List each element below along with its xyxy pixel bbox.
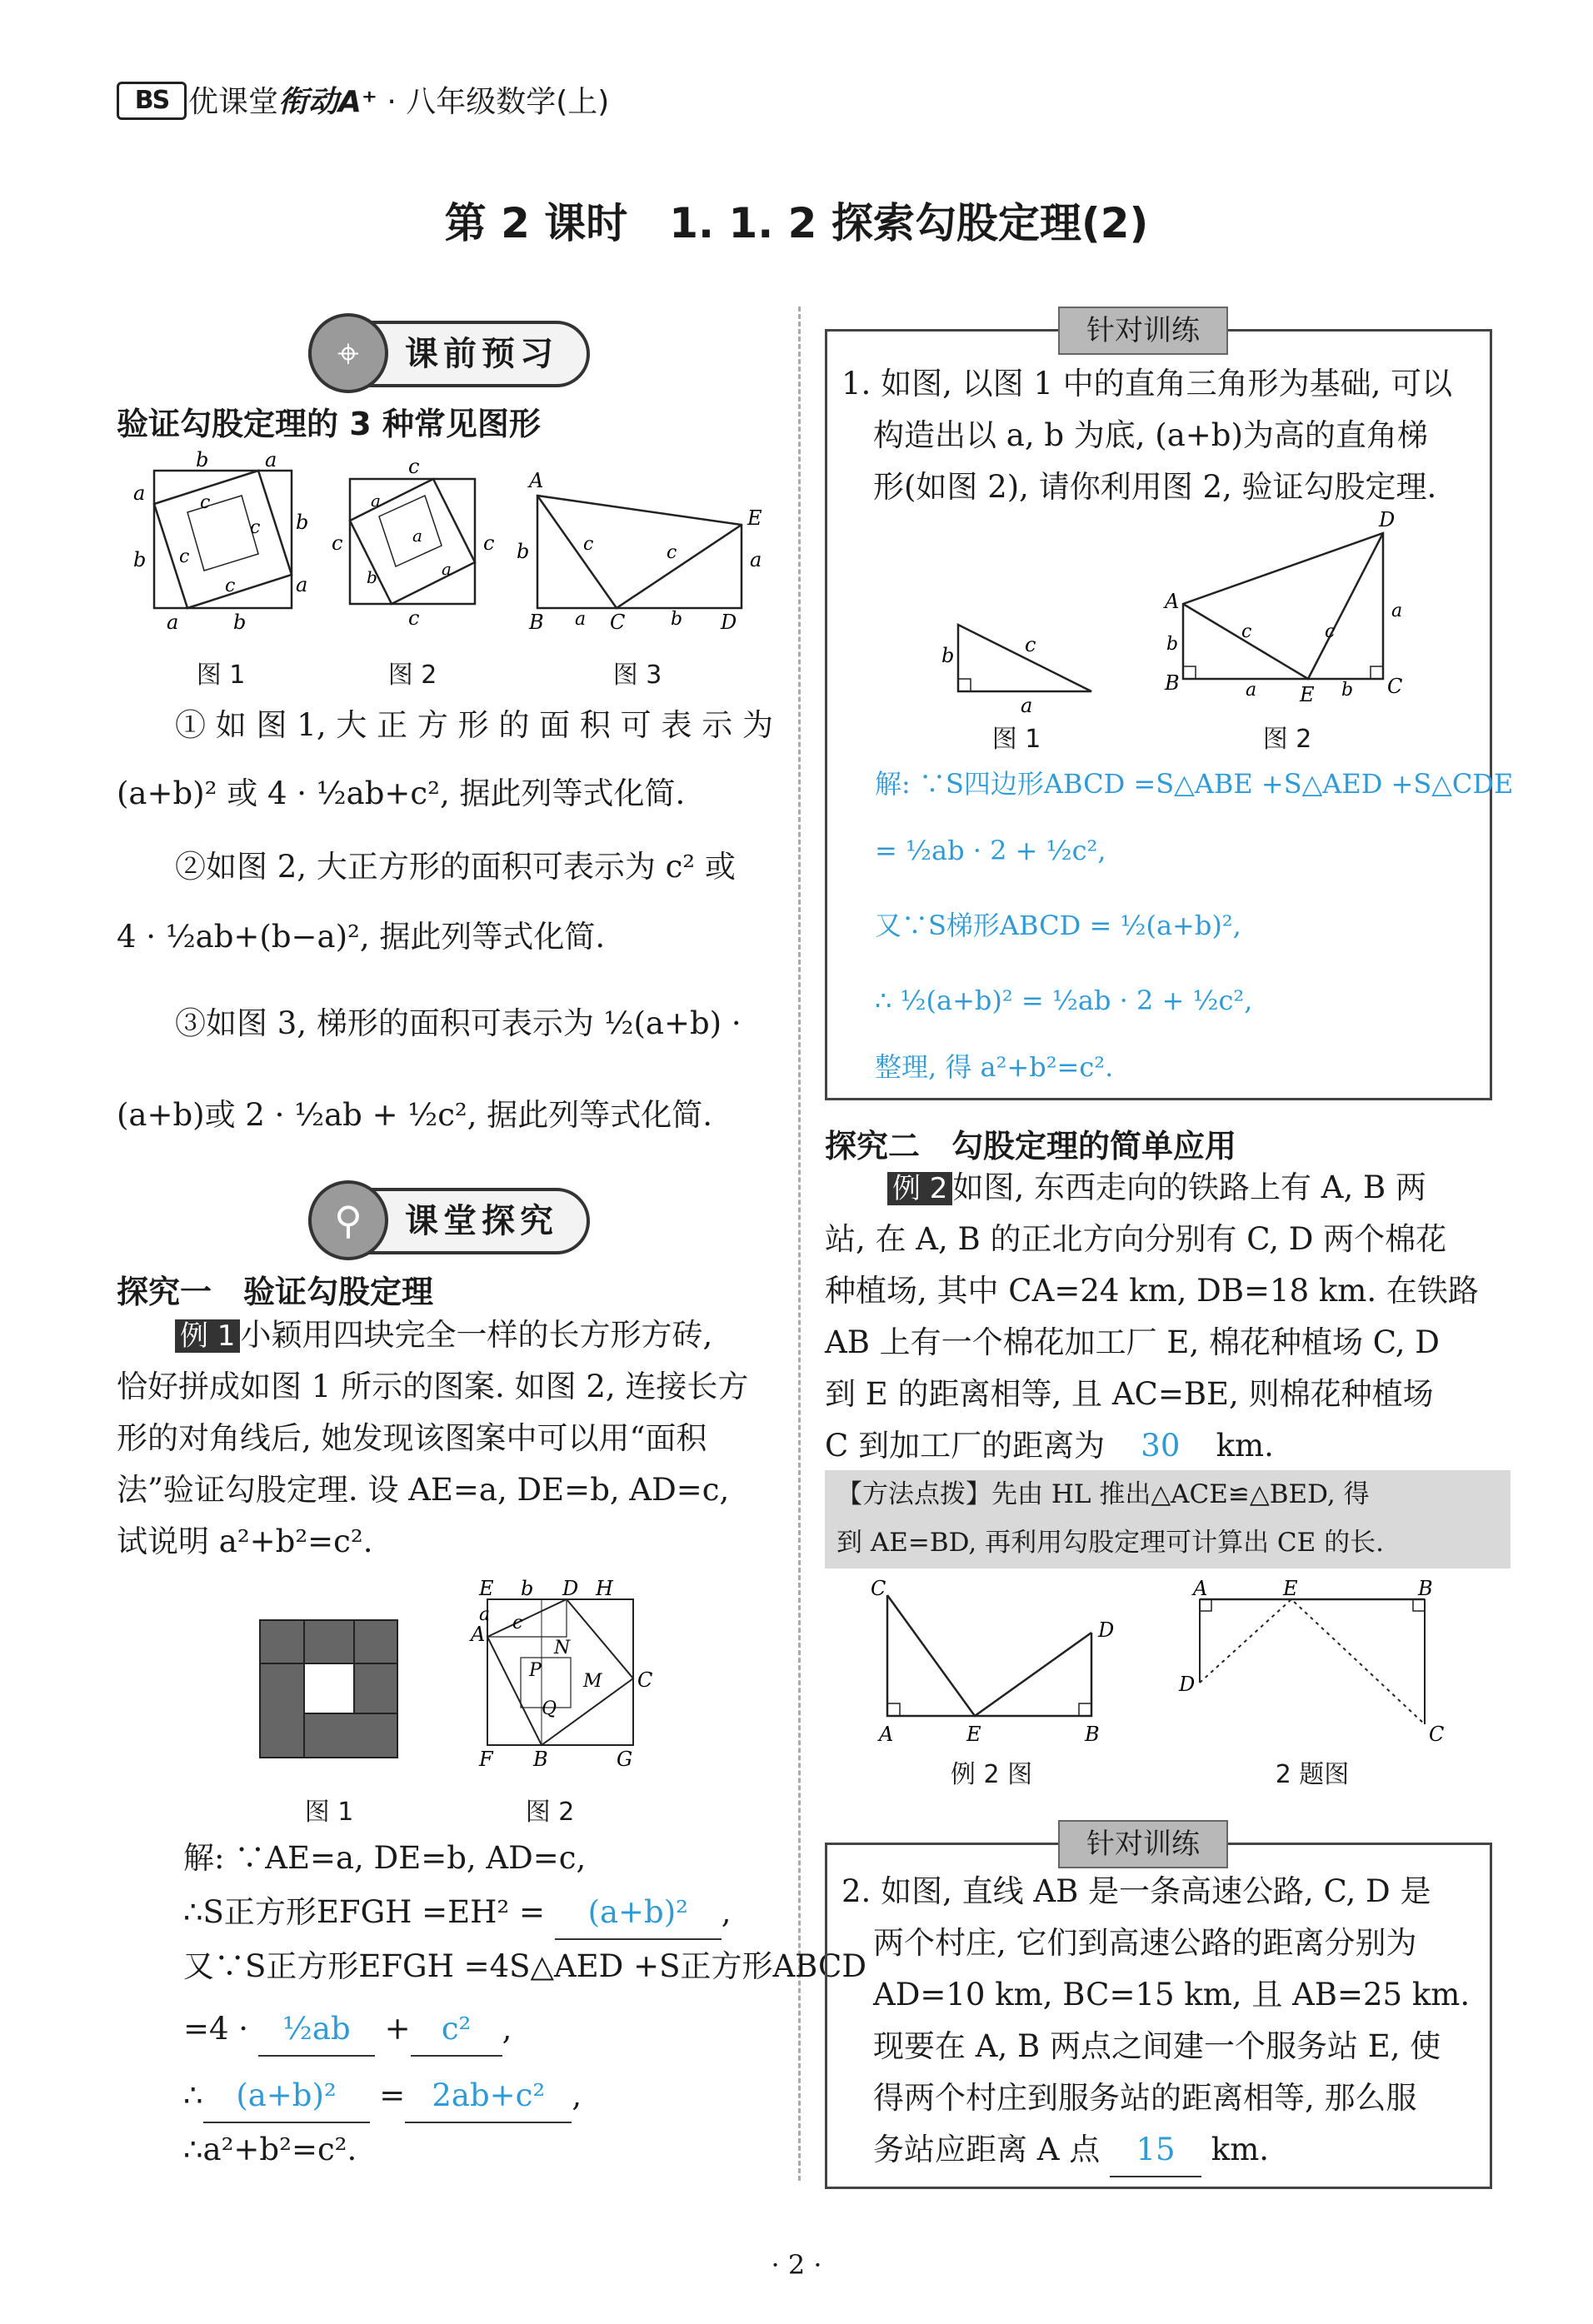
fig-caption: 图 1 bbox=[196, 661, 246, 690]
svg-text:b: b bbox=[367, 567, 377, 587]
tip-line: 【方法点拨】先由 HL 推出△ACE≌△BED, 得 bbox=[836, 1479, 1370, 1509]
unit-text: km. bbox=[1216, 1428, 1274, 1464]
svg-text:a: a bbox=[750, 548, 762, 571]
fig-caption: 图 1 bbox=[991, 725, 1041, 754]
fig-caption: 例 2 图 bbox=[950, 1760, 1033, 1789]
svg-text:D: D bbox=[721, 611, 737, 634]
training1-line: 形(如图 2), 请你利用图 2, 验证勾股定理. bbox=[873, 469, 1437, 505]
answer-blank: 2ab+c² bbox=[405, 2070, 572, 2123]
preview-item-2a: ②如图 2, 大正方形的面积可表示为 c² 或 bbox=[175, 849, 736, 885]
svg-text:A: A bbox=[1165, 590, 1180, 613]
svg-text:D: D bbox=[1098, 1618, 1115, 1642]
svg-text:B: B bbox=[529, 611, 544, 634]
training1-solution: 整理, 得 a²+b²=c². bbox=[875, 1051, 1114, 1083]
tip-line: 到 AE=BD, 再利用勾股定理可计算出 CE 的长. bbox=[836, 1528, 1384, 1558]
svg-text:E: E bbox=[479, 1577, 494, 1600]
training1-line: 1. 如图, 以图 1 中的直角三角形为基础, 可以 bbox=[841, 366, 1453, 401]
section2-heading: 探究二 勾股定理的简单应用 bbox=[825, 1128, 1237, 1164]
svg-text:D: D bbox=[562, 1577, 579, 1600]
svg-text:F: F bbox=[479, 1748, 493, 1771]
svg-text:b: b bbox=[133, 548, 147, 571]
training1-solution: = ½ab · 2 + ½c², bbox=[875, 835, 1106, 866]
svg-text:b: b bbox=[196, 448, 209, 471]
svg-text:E: E bbox=[747, 506, 762, 530]
svg-text:E: E bbox=[966, 1723, 981, 1746]
answer-blank: ½ab bbox=[258, 2003, 375, 2057]
example2-figure bbox=[871, 1577, 1114, 1746]
example1-figures bbox=[250, 1574, 683, 1771]
preview-item-1b: (a+b)² 或 4 · ½ab+c², 据此列等式化简. bbox=[117, 775, 686, 811]
svg-text:A: A bbox=[529, 469, 544, 492]
svg-text:a: a bbox=[575, 609, 587, 630]
training2-line: 2. 如图, 直线 AB 是一条高速公路, C, D 是 bbox=[841, 1873, 1431, 1909]
explore-banner: 课堂探究 bbox=[308, 1188, 590, 1254]
example1-tag: 例 1 bbox=[175, 1319, 240, 1353]
page-number: · 2 · bbox=[771, 2249, 822, 2281]
example2-line: 到 E 的距离相等, 且 AC=BE, 则棉花种植场 bbox=[825, 1376, 1434, 1412]
location-pin-icon: ⌖ bbox=[308, 313, 388, 393]
svg-text:b: b bbox=[517, 540, 530, 563]
svg-text:C: C bbox=[1387, 675, 1403, 698]
answer-blank: 30 bbox=[1115, 1420, 1206, 1474]
answer-blank: 15 bbox=[1110, 2124, 1201, 2177]
svg-text:A: A bbox=[879, 1723, 894, 1746]
svg-text:B: B bbox=[533, 1748, 548, 1771]
preview-heading: 验证勾股定理的 3 种常见图形 bbox=[117, 406, 541, 442]
example2-text: 如图, 东西走向的铁路上有 A, B 两 bbox=[952, 1169, 1426, 1205]
example1-line: 法”验证勾股定理. 设 AE=a, DE=b, AD=c, bbox=[117, 1472, 730, 1508]
svg-text:C: C bbox=[610, 611, 626, 634]
svg-text:a: a bbox=[1391, 601, 1403, 621]
example2-line: 站, 在 A, B 的正北方向分别有 C, D 两个棉花 bbox=[825, 1221, 1447, 1257]
svg-text:B: B bbox=[1085, 1723, 1100, 1746]
solution-line-4: =4 · ½ab + c² , bbox=[183, 2003, 512, 2057]
example2-tag: 例 2 bbox=[887, 1172, 952, 1205]
training1-line: 构造出以 a, b 为底, (a+b)为高的直角梯 bbox=[873, 417, 1428, 453]
svg-text:a: a bbox=[133, 481, 146, 505]
svg-text:E: E bbox=[1283, 1577, 1298, 1600]
svg-text:a: a bbox=[167, 611, 179, 634]
answer-blank: (a+b)² bbox=[203, 2070, 370, 2123]
fig-caption: 图 3 bbox=[612, 661, 662, 690]
svg-text:B: B bbox=[1418, 1577, 1433, 1600]
svg-text:b: b bbox=[1341, 680, 1354, 701]
svg-text:b: b bbox=[296, 511, 309, 534]
svg-text:E: E bbox=[1300, 683, 1315, 706]
example2-line bbox=[887, 1162, 1426, 1214]
figure-2-square bbox=[332, 455, 494, 630]
diagonal-figure bbox=[469, 1577, 652, 1771]
example1-text: 小颖用四块完全一样的长方形方砖, bbox=[240, 1317, 713, 1353]
subject-name: · 八年级数学(上) bbox=[387, 85, 610, 119]
svg-text:b: b bbox=[233, 611, 247, 634]
svg-text:c: c bbox=[1025, 633, 1036, 656]
svg-text:c: c bbox=[250, 517, 261, 538]
svg-text:b: b bbox=[1166, 634, 1179, 655]
example1-line: 试说明 a²+b²=c². bbox=[117, 1524, 373, 1559]
example1-line: 形的对角线后, 她发现该图案中可以用“面积 bbox=[117, 1420, 707, 1456]
svg-text:b: b bbox=[521, 1577, 534, 1600]
solution-line-3: 又∵S正方形EFGH =4S△AED +S正方形ABCD bbox=[183, 1948, 867, 1984]
solution-line-5: ∴ (a+b)² = 2ab+c² , bbox=[183, 2070, 582, 2123]
svg-text:a: a bbox=[479, 1604, 491, 1625]
series-name: 优课堂 bbox=[188, 85, 279, 119]
svg-text:A: A bbox=[471, 1623, 486, 1646]
example1-line bbox=[175, 1309, 712, 1362]
svg-text:N: N bbox=[554, 1638, 571, 1658]
right-triangle-figure bbox=[941, 625, 1091, 717]
brand-name: 衔动A⁺ bbox=[278, 85, 377, 119]
svg-text:M: M bbox=[583, 1671, 602, 1692]
svg-text:c: c bbox=[512, 1613, 523, 1633]
method-tip bbox=[825, 1470, 1511, 1568]
svg-text:C: C bbox=[637, 1668, 653, 1692]
example2-figures bbox=[866, 1577, 1483, 1749]
svg-text:c: c bbox=[483, 531, 495, 555]
solution-text: ∴S正方形EFGH =EH² = bbox=[183, 1894, 546, 1930]
svg-text:a: a bbox=[265, 448, 277, 471]
svg-text:C: C bbox=[871, 1577, 886, 1600]
solution-line-2: ∴S正方形EFGH =EH² = (a+b)² , bbox=[183, 1887, 732, 1940]
problem2-figure bbox=[1178, 1577, 1444, 1746]
magnifier-icon: ⚲ bbox=[308, 1180, 388, 1260]
svg-text:c: c bbox=[667, 542, 677, 563]
svg-text:c: c bbox=[225, 576, 236, 596]
svg-text:b: b bbox=[941, 644, 955, 667]
page-title: 第 2 课时 1. 1. 2 探索勾股定理(2) bbox=[444, 199, 1149, 247]
svg-text:b: b bbox=[671, 609, 683, 630]
training2-line: 得两个村庄到服务站的距离相等, 那么服 bbox=[873, 2080, 1417, 2116]
example1-line: 恰好拼成如图 1 所示的图案. 如图 2, 连接长方 bbox=[117, 1369, 749, 1404]
figure-1-square bbox=[133, 448, 308, 634]
training1-solution: 又∵S梯形ABCD = ½(a+b)², bbox=[875, 910, 1241, 941]
section1-heading: 探究一 验证勾股定理 bbox=[117, 1274, 434, 1310]
svg-text:c: c bbox=[200, 492, 211, 513]
svg-text:c: c bbox=[332, 531, 343, 555]
trapezoid-figure bbox=[1163, 508, 1402, 706]
column-divider bbox=[798, 307, 801, 2181]
svg-text:c: c bbox=[408, 606, 420, 630]
publisher-logo: BS bbox=[117, 82, 187, 120]
training2-tag: 针对训练 bbox=[1058, 1820, 1228, 1868]
svg-text:c: c bbox=[1325, 621, 1336, 642]
fig-caption: 图 2 bbox=[1262, 725, 1312, 754]
svg-text:a: a bbox=[412, 526, 422, 546]
training2-text: 务站应距离 A 点 bbox=[873, 2132, 1101, 2167]
svg-text:a: a bbox=[1246, 680, 1257, 701]
preview-item-1a: ① 如 图 1, 大 正 方 形 的 面 积 可 表 示 为 bbox=[175, 707, 773, 743]
preview-item-2b: 4 · ½ab+(b−a)², 据此列等式化简. bbox=[117, 919, 606, 955]
fig-caption: 图 2 bbox=[525, 1798, 575, 1827]
svg-text:a: a bbox=[1021, 694, 1033, 717]
example2-line bbox=[825, 1420, 1274, 1474]
tile-pattern-figure bbox=[260, 1620, 397, 1758]
svg-text:a: a bbox=[371, 491, 381, 511]
training2-line: 两个村庄, 它们到高速公路的距离分别为 bbox=[873, 1925, 1417, 1961]
svg-text:c: c bbox=[408, 455, 420, 478]
unit-text: km. bbox=[1211, 2132, 1270, 2167]
svg-text:a: a bbox=[296, 573, 308, 596]
svg-text:Q: Q bbox=[542, 1698, 557, 1719]
svg-text:C: C bbox=[1429, 1723, 1445, 1746]
svg-text:a: a bbox=[442, 559, 452, 579]
svg-text:A: A bbox=[1193, 1577, 1208, 1600]
solution-text: =4 · bbox=[183, 2011, 249, 2047]
example2-line: 种植场, 其中 CA=24 km, DB=18 km. 在铁路 bbox=[825, 1273, 1479, 1309]
training1-solution: 解: ∵S四边形ABCD =S△ABE +S△AED +S△CDE bbox=[875, 768, 1514, 800]
solution-line-1: 解: ∵AE=a, DE=b, AD=c, bbox=[183, 1840, 587, 1876]
training1-tag: 针对训练 bbox=[1058, 307, 1228, 355]
preview-item-3b: (a+b)或 2 · ½ab + ½c², 据此列等式化简. bbox=[117, 1097, 713, 1133]
fig-caption: 图 2 bbox=[387, 661, 437, 690]
example2-text: C 到加工厂的距离为 bbox=[825, 1428, 1106, 1464]
svg-text:P: P bbox=[529, 1660, 542, 1681]
svg-text:D: D bbox=[1179, 1673, 1196, 1696]
example2-line: AB 上有一个棉花加工厂 E, 棉花种植场 C, D bbox=[825, 1324, 1440, 1360]
book-header bbox=[188, 78, 609, 121]
svg-text:c: c bbox=[1241, 621, 1252, 642]
svg-text:B: B bbox=[1165, 671, 1180, 695]
solution-line-6: ∴a²+b²=c². bbox=[183, 2132, 357, 2167]
svg-text:D: D bbox=[1379, 508, 1396, 531]
training2-line: AD=10 km, BC=15 km, 且 AB=25 km. bbox=[873, 1977, 1471, 2012]
svg-text:H: H bbox=[596, 1577, 613, 1600]
training2-line bbox=[873, 2124, 1269, 2177]
svg-text:c: c bbox=[583, 534, 594, 555]
preview-figures bbox=[117, 448, 762, 641]
training1-solution: ∴ ½(a+b)² = ½ab · 2 + ½c², bbox=[875, 985, 1253, 1016]
svg-text:G: G bbox=[617, 1748, 633, 1771]
preview-item-3a: ③如图 3, 梯形的面积可表示为 ½(a+b) · bbox=[175, 1005, 742, 1041]
training2-line: 现要在 A, B 两点之间建一个服务站 E, 使 bbox=[873, 2028, 1441, 2064]
answer-blank: c² bbox=[411, 2003, 502, 2057]
training1-figures bbox=[933, 508, 1466, 716]
answer-blank: (a+b)² bbox=[555, 1887, 722, 1940]
preview-banner: 课前预习 bbox=[308, 321, 590, 387]
fig-caption: 图 1 bbox=[304, 1798, 354, 1827]
svg-text:c: c bbox=[179, 546, 190, 567]
figure-3-trapezoid bbox=[517, 469, 762, 634]
fig-caption: 2 题图 bbox=[1275, 1760, 1350, 1789]
